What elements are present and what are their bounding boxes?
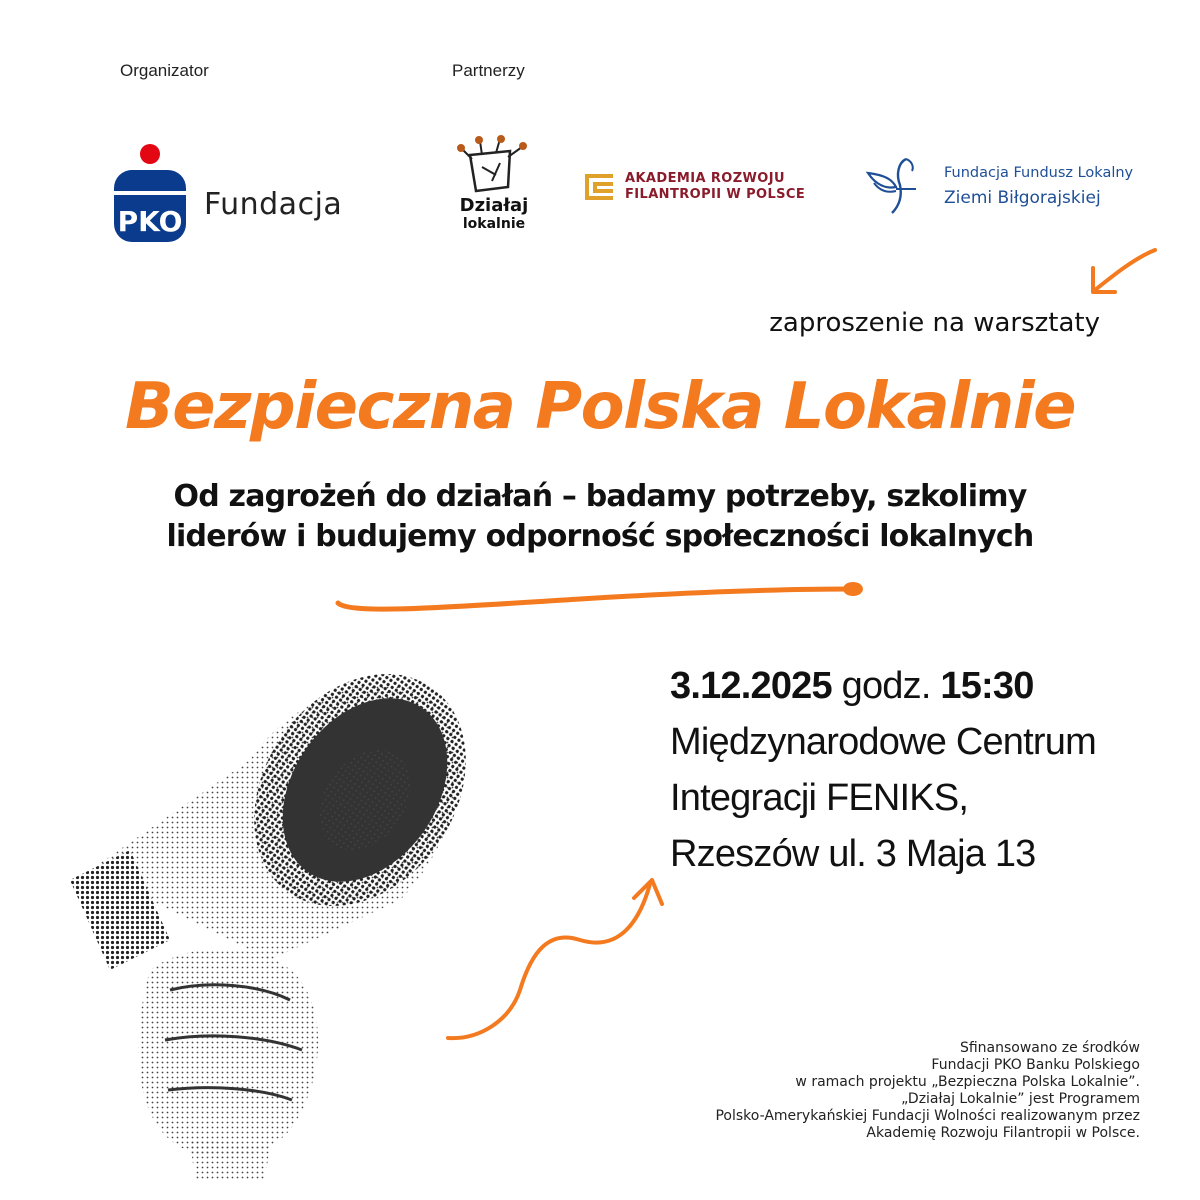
- event-date-line: [670, 658, 1096, 714]
- event-time: 15:30: [940, 665, 1034, 707]
- pko-fundacja-text: Fundacja: [204, 187, 343, 222]
- ffl-line2: Ziemi Biłgorajskiej: [944, 188, 1101, 208]
- funding-line-5: Polsko-Amerykańskiej Fundacji Wolności realizowanym przez: [715, 1108, 1140, 1124]
- ffl-line1: Fundacja Fundusz Lokalny: [944, 165, 1134, 181]
- pko-logo-icon: [112, 143, 188, 243]
- event-details: [670, 658, 1096, 882]
- funding-line-2: Fundacji PKO Banku Polskiego: [931, 1057, 1140, 1073]
- lokalnie-text: lokalnie: [462, 216, 526, 232]
- event-time-label: godz.: [841, 665, 931, 707]
- orange-swoosh-icon: [330, 575, 875, 620]
- organizer-label: Organizator: [120, 61, 209, 80]
- lead-text: [60, 477, 1140, 557]
- funding-line-3: w ramach projektu „Bezpieczna Polska Lokalnie”.: [795, 1074, 1140, 1090]
- dzialaj-text: Działaj: [459, 195, 529, 216]
- pko-mark: PKO: [117, 205, 183, 238]
- lead-line-1: Od zagrożeń do działań – badamy potrzeby, szkolimy: [173, 479, 1027, 514]
- event-venue-line-2: Integracji FENIKS,: [670, 777, 969, 819]
- event-venue-line-1: Międzynarodowe Centrum: [670, 721, 1096, 763]
- invitation-text: zaproszenie na warsztaty: [769, 308, 1100, 338]
- arfp-line1: AKADEMIA ROZWOJU: [625, 171, 785, 186]
- orange-arrow-top-icon: [1075, 238, 1165, 303]
- arfp-line2: FILANTROPII W POLSCE: [625, 187, 806, 202]
- main-title: Bezpieczna Polska Lokalnie: [124, 370, 1076, 444]
- arfp-logo: [583, 170, 813, 204]
- dzialaj-lokalnie-logo: [452, 135, 532, 240]
- arfp-mark-icon: [583, 172, 617, 202]
- funding-line-4: „Działaj Lokalnie” jest Programem: [901, 1091, 1140, 1107]
- funding-note: [715, 1040, 1140, 1142]
- funding-line-1: Sfinansowano ze środków: [959, 1040, 1140, 1056]
- partners-label: Partnerzy: [452, 61, 525, 80]
- flowers-icon: [452, 135, 532, 197]
- orange-arrow-bottom-icon: [440, 870, 680, 1050]
- funding-line-6: Akademię Rozwoju Filantropii w Polsce.: [866, 1125, 1140, 1141]
- pko-fundacja-logo: [112, 143, 352, 243]
- event-address: Rzeszów ul. 3 Maja 13: [670, 833, 1036, 875]
- ffl-logo: [862, 155, 1152, 219]
- dove-icon: [862, 155, 932, 217]
- event-date: 3.12.2025: [670, 665, 832, 707]
- lead-line-2: liderów i budujemy odporność społeczności lokalnych: [166, 519, 1034, 554]
